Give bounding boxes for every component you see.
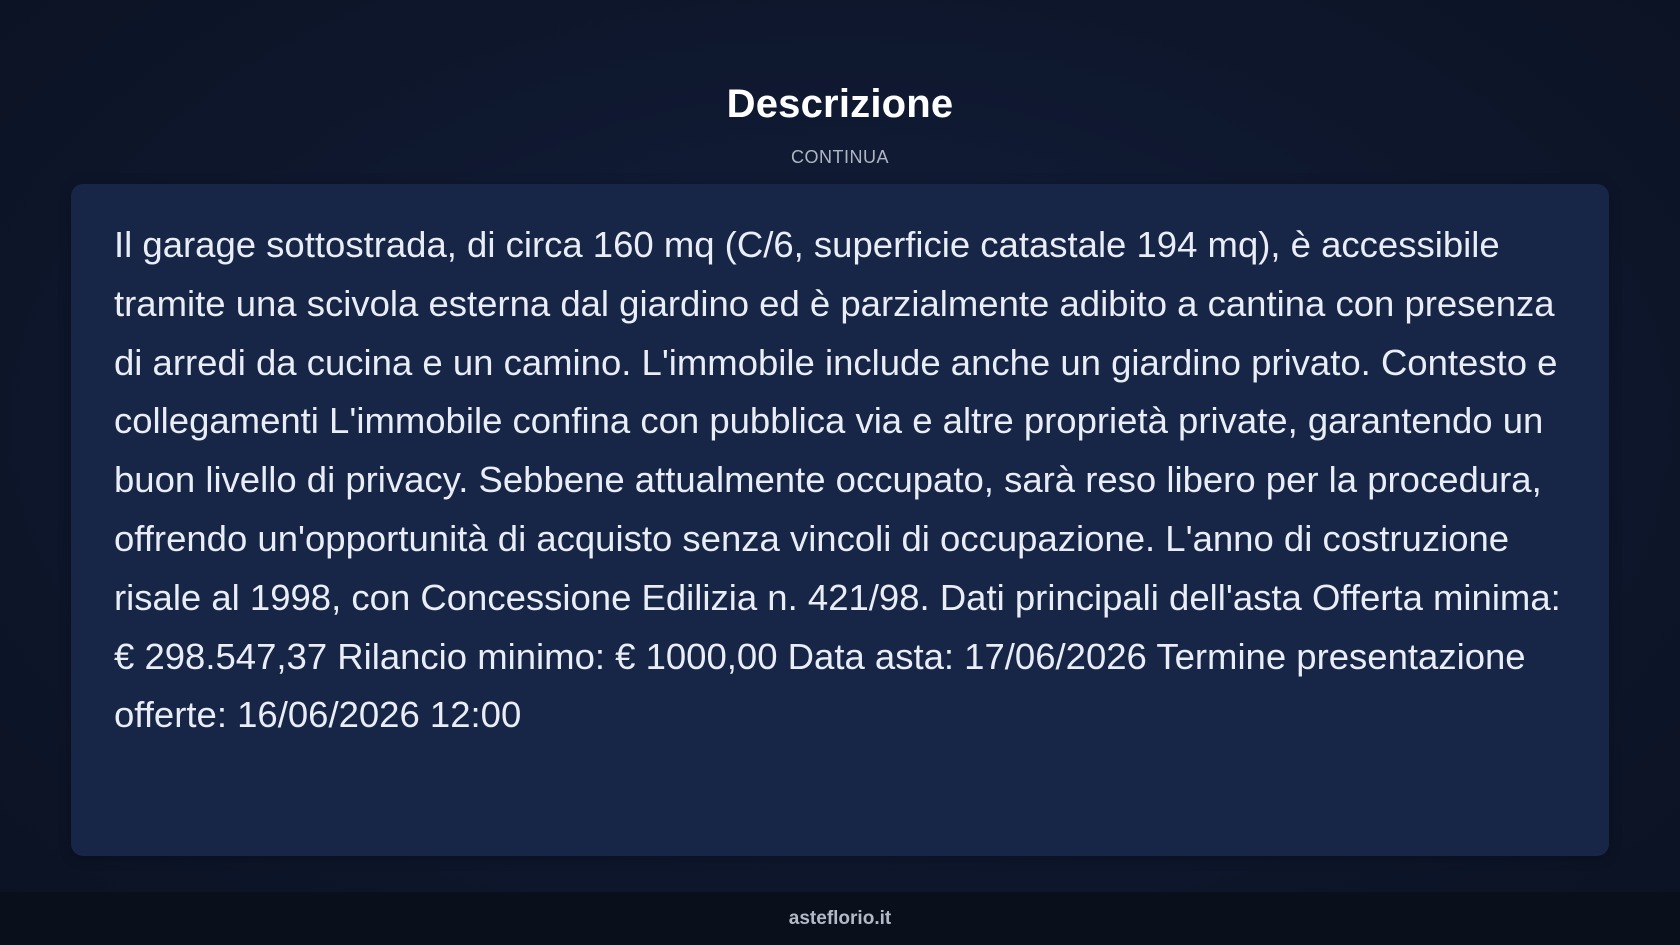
footer-bar xyxy=(0,892,1680,945)
page-title: Descrizione xyxy=(726,82,954,126)
description-card xyxy=(71,184,1609,856)
continua-label: CONTINUA xyxy=(791,147,889,167)
footer-site-name: asteflorio.it xyxy=(788,907,892,929)
description-text: Il garage sottostrada, di circa 160 mq (C/6, superficie catastale 194 mq), è accessibile tramite una scivola esterna dal giardino ed è parzialmente adibito a cantina con presenza di arredi da cucina e un camino. L'immobile include anche un giardino privato. Contesto e collegamenti L'immobile confina con pubblica via e altre proprietà private, garantendo un buon livello di privacy. Sebbene attualmente occupato, sarà reso libero per la procedura, offrendo un'opportunità di acquisto senza vincoli di occupazione. L'anno di costruzione risale al 1998, con Concessione Edilizia n. 421/98. Dati principali dell'asta Offerta minima: € 298.547,37 Rilancio minimo: € 1000,00 Data asta: 17/06/2026 Termine presentazione offerte: 16/06/2026 12:00 xyxy=(114,224,1561,736)
